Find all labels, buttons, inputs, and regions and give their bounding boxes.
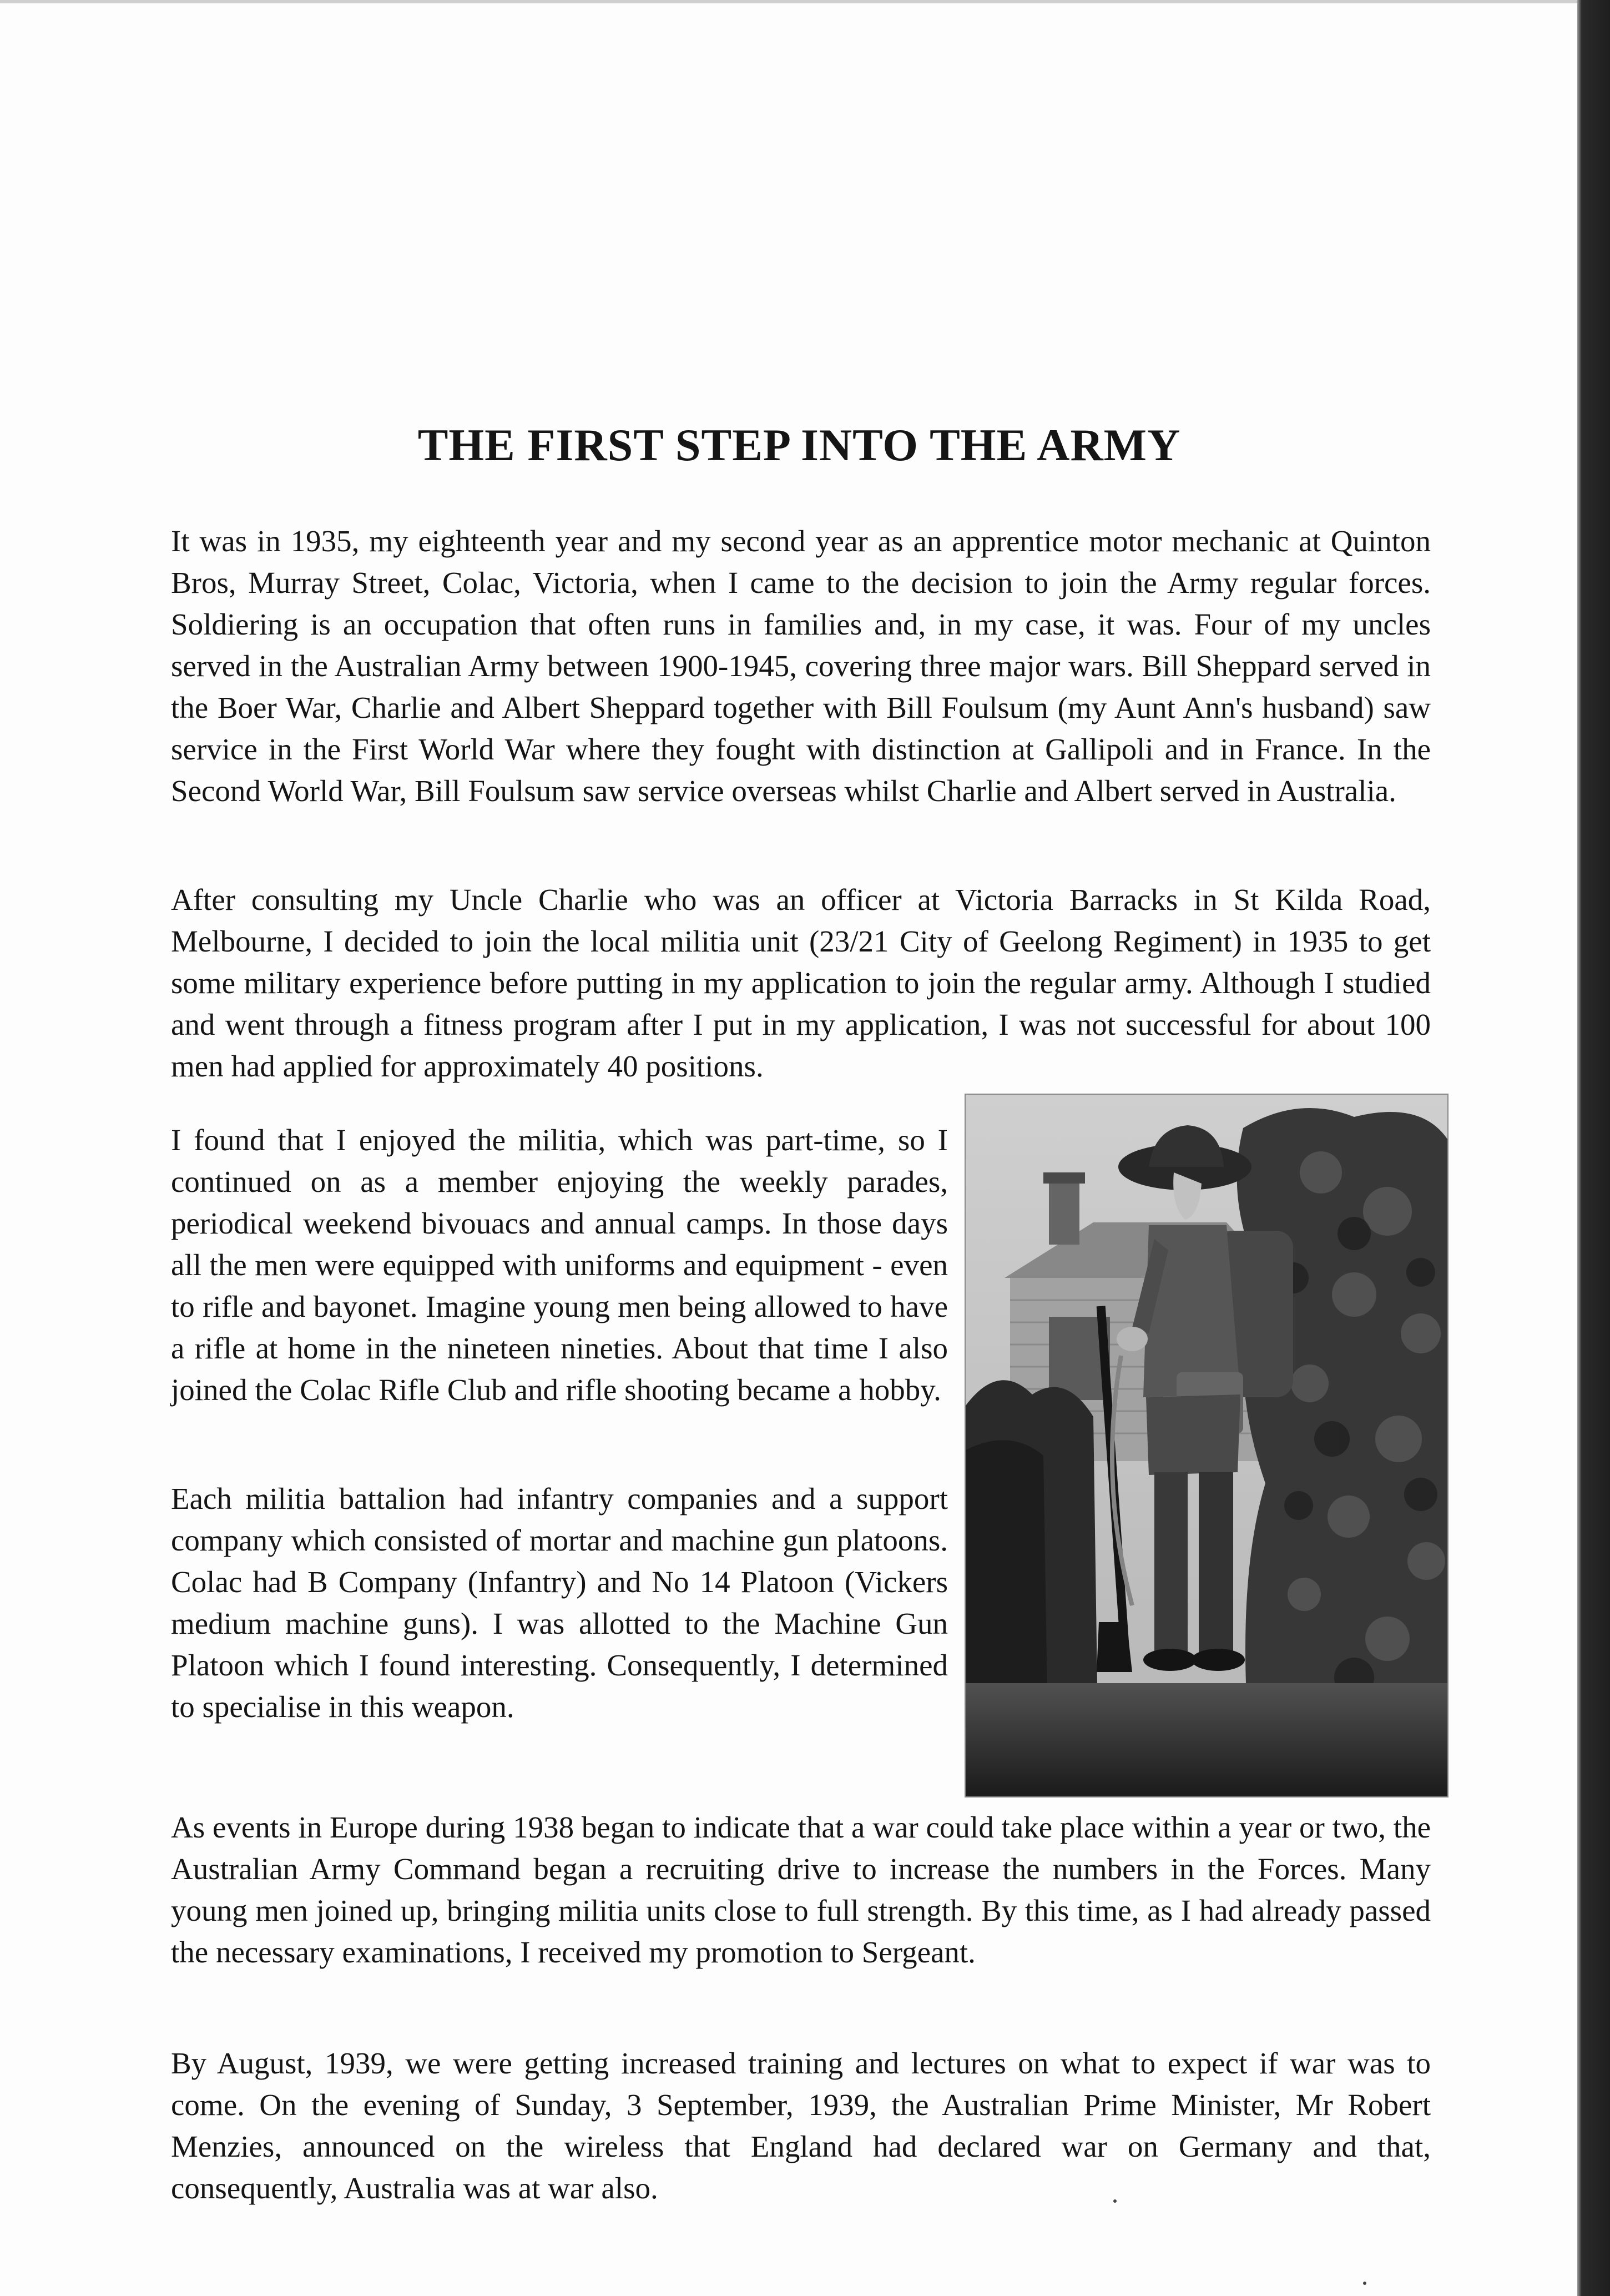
paragraph-4: Each militia battalion had infantry companies and a support company which consisted of mortar and machine gun platoons. Colac had B Company (Infantry) and No 14 Platoon (Vickers medium machine guns). I was allotted to the Machine Gun Platoon which I found interesting. Consequently, I determined to specialise in this weapon.: [171, 1482, 948, 1724]
paragraph-2: After consulting my Uncle Charlie who was an officer at Victoria Barracks in St Kilda Road, Melbourne, I decided to join the local militia unit (23/21 City of Geelong Regiment) in 1935 to get some military experience before putting in my application to join the regular army. Although I studied and went through a fitness program after I put in my application, I was not successful for about 100 men had applied for approximately 40 positions.: [171, 883, 1431, 1083]
soldier-photo: [965, 1094, 1449, 1797]
paragraph-1: It was in 1935, my eighteenth year and my second year as an apprentice motor mechanic at Quinton Bros, Murray Street, Colac, Victoria, when I came to the decision to join the Army regular forces. Soldiering is an occupation that often runs in families and, in my case, it was. Four of my uncles served in the Australian Army between 1900-1945, covering three major wars. Bill Sheppard served in the Boer War, Charlie and Albert Sheppard together with Bill Foulsum (my Aunt Ann's husband) saw service in the First World War where they fought with distinction at Gallipoli and in France. In the Second World War, Bill Foulsum saw service overseas whilst Charlie and Albert served in Australia.: [171, 524, 1431, 808]
page-title: THE FIRST STEP INTO THE ARMY: [417, 419, 1181, 470]
scan-right-edge: [1577, 0, 1610, 2296]
scan-top-edge: [0, 0, 1610, 3]
paragraph-6: By August, 1939, we were getting increased training and lectures on what to expect if war was to come. On the evening of Sunday, 3 September, 1939, the Australian Prime Minister, Mr Robert Menzies, announced on the wireless that England had declared war on Germany and that, consequently, Australia was at war also.: [171, 2046, 1431, 2205]
paragraph-5: As events in Europe during 1938 began to indicate that a war could take place within a year or two, the Australian Army Command began a recruiting drive to increase the numbers in the Forces. Many young men joined up, bringing militia units close to full strength. By this time, as I had already passed the necessary examinations, I received my promotion to Sergeant.: [171, 1810, 1431, 1969]
paragraph-3: I found that I enjoyed the militia, which was part-time, so I continued on as a member enjoying the weekly parades, periodical weekend bivouacs and annual camps. In those days all the men were equipped with uniforms and equipment - even to rifle and bayonet. Imagine young men being allowed to have a rifle at home in the nineteen nineties. About that time I also joined the Colac Rifle Club and rifle shooting became a hobby.: [171, 1123, 948, 1407]
scan-speck: [1363, 2282, 1366, 2285]
